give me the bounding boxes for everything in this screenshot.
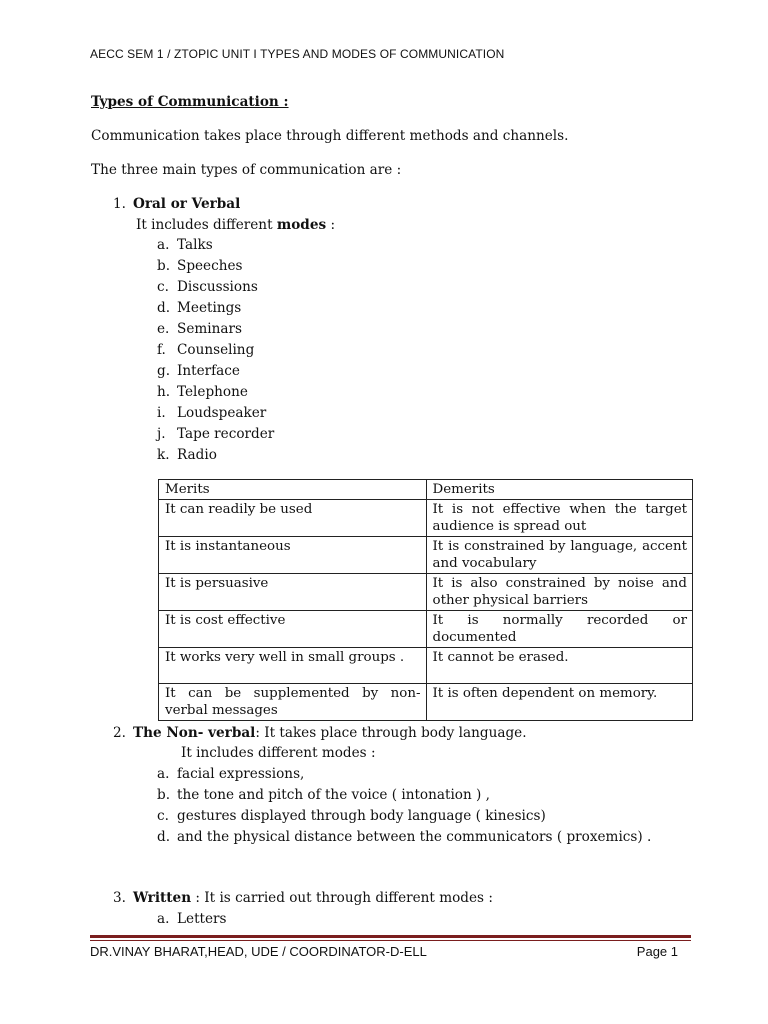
list-letter: a. bbox=[157, 237, 170, 253]
list-item-text: Loudspeaker bbox=[177, 405, 267, 421]
list-number: 2. bbox=[113, 725, 126, 741]
list-number: 1. bbox=[113, 196, 126, 212]
merits-demerits-table bbox=[158, 479, 693, 721]
table-row bbox=[159, 647, 693, 683]
list-item-text: Interface bbox=[177, 363, 240, 379]
list-letter: c. bbox=[157, 808, 169, 824]
oral-heading-line bbox=[113, 195, 240, 213]
list-item-text: Letters bbox=[177, 911, 227, 927]
footer-rule bbox=[90, 935, 691, 938]
demerit-cell: It is also constrained by noise and other physical barriers bbox=[426, 573, 692, 610]
merit-cell: It can be supplemented by non-verbal messages bbox=[159, 683, 427, 720]
list-letter: g. bbox=[157, 363, 171, 379]
written-description: : It is carried out through different modes : bbox=[191, 890, 493, 906]
list-item bbox=[157, 403, 274, 424]
list-letter: a. bbox=[157, 766, 170, 782]
demerit-cell: It is normally recorded or documented bbox=[426, 610, 692, 647]
oral-modes-line bbox=[136, 216, 335, 234]
footer-author: DR.VINAY BHARAT,HEAD, UDE / COORDINATOR-D-ELL bbox=[90, 944, 427, 959]
list-item bbox=[157, 445, 274, 466]
list-item bbox=[157, 806, 669, 827]
modes-prefix: It includes different bbox=[136, 217, 277, 233]
written-heading-line bbox=[113, 889, 493, 907]
list-letter: h. bbox=[157, 384, 171, 400]
list-item-text: Speeches bbox=[177, 258, 243, 274]
list-item-text: Discussions bbox=[177, 279, 258, 295]
list-item-text: the tone and pitch of the voice ( intonation ) , bbox=[177, 787, 490, 803]
intro-paragraph-1: Communication takes place through different methods and channels. bbox=[91, 128, 569, 144]
list-letter: c. bbox=[157, 279, 169, 295]
list-item bbox=[157, 277, 274, 298]
oral-modes-list bbox=[157, 235, 274, 466]
list-item-text: Counseling bbox=[177, 342, 255, 358]
nonverbal-heading: The Non- verbal bbox=[133, 725, 256, 741]
section-title: Types of Communication : bbox=[91, 94, 289, 110]
table-row bbox=[159, 499, 693, 536]
list-letter: b. bbox=[157, 258, 171, 274]
table-row bbox=[159, 683, 693, 720]
table-header-demerits: Demerits bbox=[426, 480, 692, 500]
list-item-text: and the physical distance between the communicators ( proxemics) . bbox=[177, 829, 652, 845]
demerit-cell: It is often dependent on memory. bbox=[426, 683, 692, 720]
list-item-text: Radio bbox=[177, 447, 217, 463]
page-header: AECC SEM 1 / ZTOPIC UNIT I TYPES AND MODES OF COMMUNICATION bbox=[90, 47, 505, 61]
list-item bbox=[157, 785, 669, 806]
list-letter: e. bbox=[157, 321, 170, 337]
list-item bbox=[157, 340, 274, 361]
footer-rule-thin bbox=[90, 940, 691, 941]
list-letter: a. bbox=[157, 911, 170, 927]
list-letter: b. bbox=[157, 787, 171, 803]
list-item bbox=[157, 764, 669, 785]
list-item bbox=[157, 298, 274, 319]
merit-cell: It is persuasive bbox=[159, 573, 427, 610]
list-item bbox=[157, 361, 274, 382]
modes-suffix: : bbox=[326, 217, 336, 233]
list-item bbox=[157, 235, 274, 256]
list-item-text: Seminars bbox=[177, 321, 242, 337]
list-item bbox=[157, 827, 669, 848]
merit-cell: It works very well in small groups . bbox=[159, 647, 427, 683]
list-item bbox=[157, 909, 227, 930]
demerit-cell: It is not effective when the target audience is spread out bbox=[426, 499, 692, 536]
list-item-text: Tape recorder bbox=[177, 426, 275, 442]
list-item bbox=[157, 382, 274, 403]
table-header-merits: Merits bbox=[159, 480, 427, 500]
merit-cell: It can readily be used bbox=[159, 499, 427, 536]
oral-heading: Oral or Verbal bbox=[133, 196, 241, 212]
table-row bbox=[159, 610, 693, 647]
list-item bbox=[157, 424, 274, 445]
nonverbal-modes-list bbox=[157, 764, 669, 848]
written-modes-list bbox=[157, 909, 227, 930]
nonverbal-description: : It takes place through body language. bbox=[255, 725, 527, 741]
merit-cell: It is instantaneous bbox=[159, 536, 427, 573]
table-header-row bbox=[159, 480, 693, 500]
merit-cell: It is cost effective bbox=[159, 610, 427, 647]
intro-paragraph-2: The three main types of communication are : bbox=[91, 162, 402, 178]
written-heading: Written bbox=[133, 890, 192, 906]
list-letter: j. bbox=[157, 426, 166, 442]
list-item-text: facial expressions, bbox=[177, 766, 305, 782]
list-item-text: Meetings bbox=[177, 300, 242, 316]
list-letter: i. bbox=[157, 405, 166, 421]
list-number: 3. bbox=[113, 890, 126, 906]
list-letter: d. bbox=[157, 300, 171, 316]
list-item-text: Talks bbox=[177, 237, 213, 253]
table-row bbox=[159, 573, 693, 610]
list-item bbox=[157, 319, 274, 340]
list-item-text: gestures displayed through body language ( kinesics) bbox=[177, 808, 546, 824]
nonverbal-modes-line: It includes different modes : bbox=[181, 745, 376, 761]
footer-page-number: Page 1 bbox=[636, 944, 678, 959]
list-item-text: Telephone bbox=[177, 384, 248, 400]
demerit-cell: It is constrained by language, accent and vocabulary bbox=[426, 536, 692, 573]
list-letter: d. bbox=[157, 829, 171, 845]
nonverbal-heading-line bbox=[113, 724, 527, 742]
modes-word: modes bbox=[276, 217, 327, 233]
list-letter: k. bbox=[157, 447, 170, 463]
list-item bbox=[157, 256, 274, 277]
table-row bbox=[159, 536, 693, 573]
demerit-cell: It cannot be erased. bbox=[426, 647, 692, 683]
list-letter: f. bbox=[157, 342, 166, 358]
